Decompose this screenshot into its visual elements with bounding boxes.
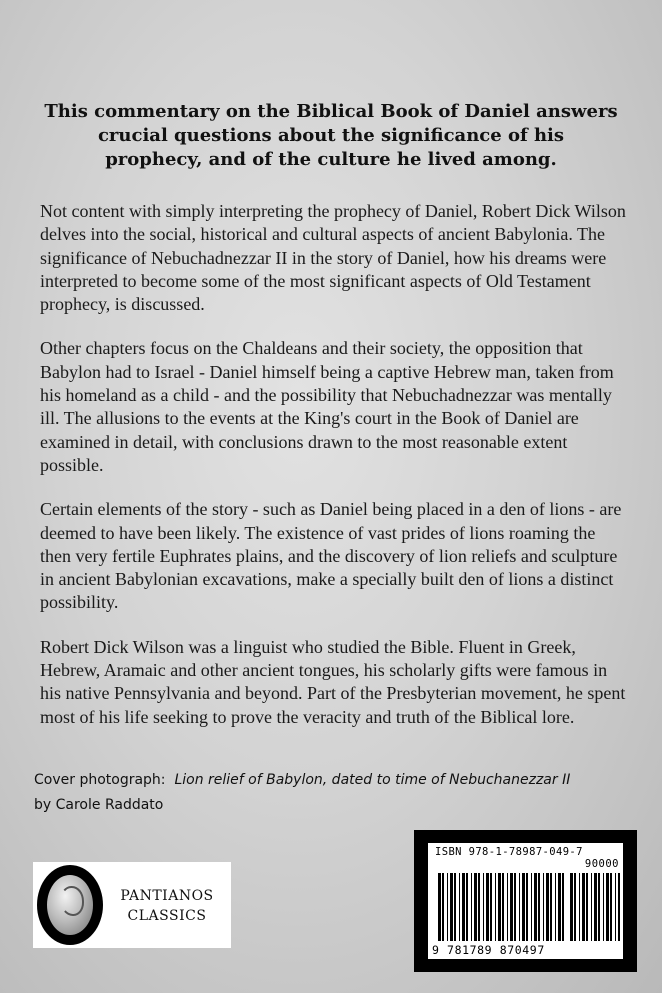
barcode-panel — [414, 830, 637, 972]
credit-photo-title: Lion relief of Babylon, dated to time of Nebuchanezzar II — [174, 772, 571, 788]
publisher-name-line1: PANTIANOS — [120, 888, 214, 904]
barcode-bars — [428, 843, 623, 959]
credit-line — [34, 768, 634, 793]
price-code: 90000 — [584, 858, 619, 870]
credit-prefix: Cover photograph: — [34, 772, 166, 788]
publisher-name-line2: CLASSICS — [127, 908, 207, 924]
barcode-label — [428, 843, 623, 959]
paragraph-author: Robert Dick Wilson was a linguist who studied the Bible. Fluent in Greek, Hebrew, Aramaic and other ancient tongues, his scholarly gifts were famous in his native Pennsylvania and beyond. Part of the Presbyterian movement, he spent most of his life seeking to prove the veracity and truth of the Biblical lore. — [40, 636, 626, 727]
description-body — [40, 200, 630, 750]
intro-line: This commentary on the Biblical Book of Daniel answers — [44, 101, 618, 122]
ean-digits: 9 781789 870497 — [432, 943, 545, 957]
publisher-logo — [33, 862, 231, 948]
credit-byline: by Carole Raddato — [34, 797, 164, 813]
intro-line: crucial questions about the significance of his — [97, 125, 565, 146]
paragraph-lions: Certain elements of the story - such as Daniel being placed in a den of lions - are deemed to have been likely. The existence of vast prides of lions roaming the then very fertile Euphrates plains, and the discovery of lion reliefs and sculpture in ancient Babylonian excavations, make a specially built den of lions a distinct possibility. — [40, 499, 622, 613]
publisher-name — [107, 886, 227, 926]
intro-line: prophecy, and of the culture he lived among. — [105, 149, 557, 170]
isbn-text: ISBN 978-1-78987-049-7 — [435, 846, 583, 858]
intro-blurb — [40, 100, 622, 172]
medallion-portrait — [47, 875, 93, 935]
cover-photo-credit — [34, 768, 634, 818]
paragraph-interpretation: Not content with simply interpreting the prophecy of Daniel, Robert Dick Wilson delves into the social, historical and cultural aspects of ancient Babylonia. The significance of Nebuchadnezzar II in the story of Daniel, how his dreams were interpreted to become some of the most significant aspects of Old Testament prophecy, is discussed. — [40, 201, 626, 315]
laureate-head-medallion-icon — [37, 865, 103, 945]
paragraph-chapters: Other chapters focus on the Chaldeans and their society, the opposition that Babylon had to Israel - Daniel himself being a captive Hebrew man, taken from his homeland as a child - and the possibility that Nebuchadnezzar was mentally ill. The allusions to the events at the King's court in the Book of Daniel are examined in detail, with conclusions drawn to the most reasonable extent possible. — [40, 338, 614, 475]
